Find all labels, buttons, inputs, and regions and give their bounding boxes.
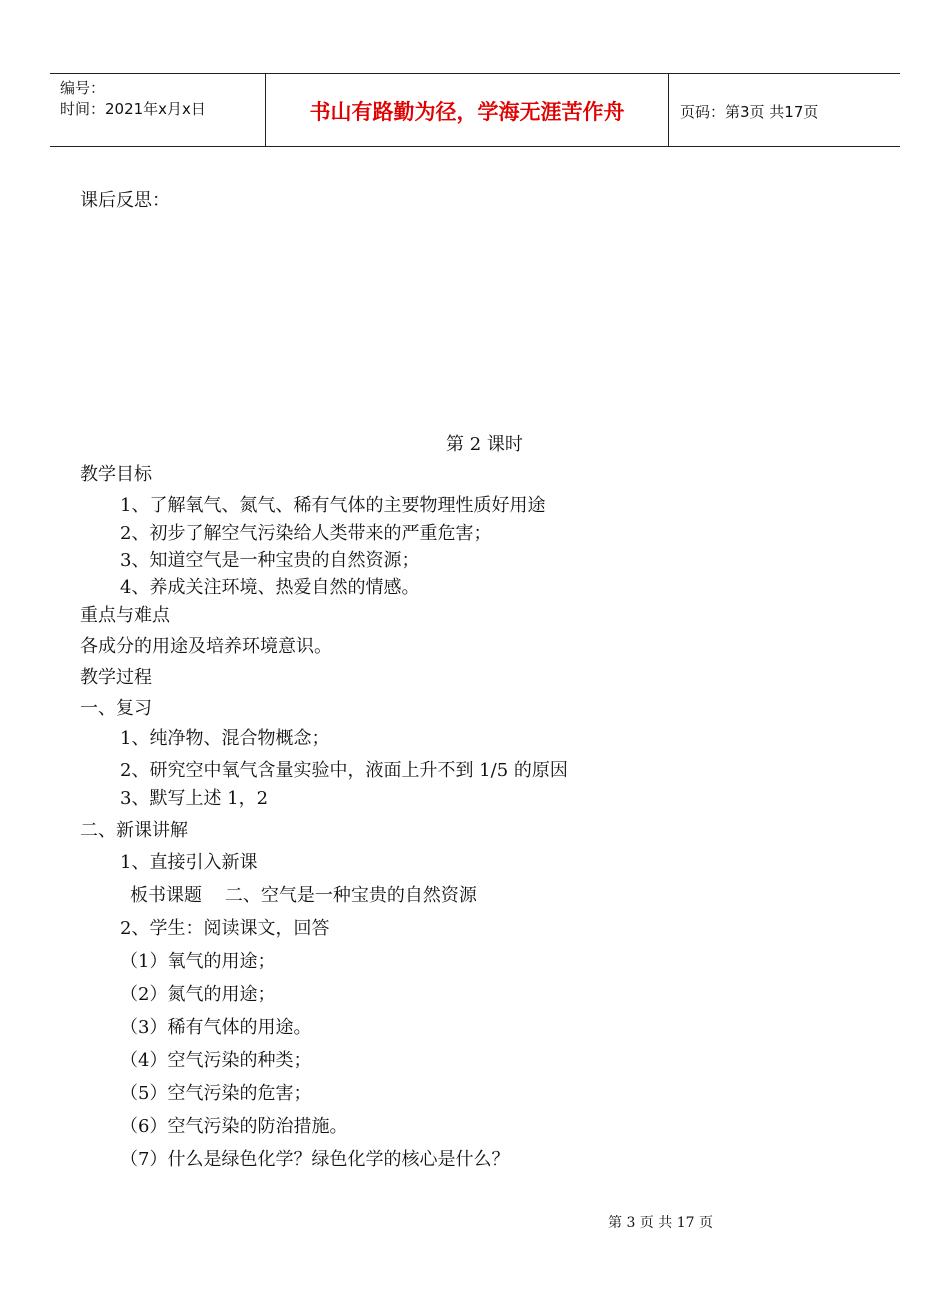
process-heading: 教学过程 (80, 667, 152, 688)
new-lesson-item: 1、直接引入新课 (120, 852, 258, 873)
new-lesson-item: 2、学生：阅读课文，回答 (120, 918, 330, 939)
goals-heading: 教学目标 (80, 464, 152, 485)
header-page-cell (668, 74, 900, 146)
lesson-title: 第 2 课时 (446, 434, 523, 455)
motto: 书山有路勤为径，学海无涯苦作舟 (309, 100, 625, 124)
review-heading: 一、复习 (80, 698, 152, 719)
question-item: （3）稀有气体的用途。 (120, 1017, 312, 1038)
question-item: （5）空气污染的危害； (120, 1083, 312, 1104)
date-label: 时间：2021年x月x日 (60, 100, 206, 118)
question-item: （7）什么是绿色化学？绿色化学的核心是什么？ (120, 1149, 510, 1170)
goal-item: 2、初步了解空气污染给人类带来的严重危害； (120, 523, 492, 544)
question-item: （6）空气污染的防治措施。 (120, 1116, 348, 1137)
serial-label: 编号： (60, 79, 106, 97)
page-header (50, 73, 900, 147)
header-meta-cell (50, 74, 265, 146)
review-item: 3、默写上述 1，2 (120, 788, 269, 809)
page-info: 页码：第3页 共17页 (680, 103, 819, 121)
reflection-label: 课后反思： (80, 190, 170, 211)
key-text: 各成分的用途及培养环境意识。 (80, 636, 332, 657)
header-motto-cell (265, 74, 669, 146)
key-heading: 重点与难点 (80, 605, 170, 626)
page-footer: 第 3 页 共 17 页 (608, 1215, 713, 1231)
question-item: （2）氮气的用途； (120, 984, 276, 1005)
goal-item: 4、养成关注环境、热爱自然的情感。 (120, 577, 420, 598)
review-item: 2、研究空中氧气含量实验中，液面上升不到 1/5 的原因 (120, 760, 568, 781)
new-lesson-item: 板书课题 二、空气是一种宝贵的自然资源 (130, 885, 477, 906)
question-item: （4）空气污染的种类； (120, 1050, 312, 1071)
question-item: （1）氧气的用途； (120, 951, 276, 972)
goal-item: 3、知道空气是一种宝贵的自然资源； (120, 550, 420, 571)
goal-item: 1、了解氧气、氮气、稀有气体的主要物理性质好用途 (120, 495, 546, 516)
new-lesson-heading: 二、新课讲解 (80, 820, 188, 841)
review-item: 1、纯净物、混合物概念； (120, 728, 330, 749)
